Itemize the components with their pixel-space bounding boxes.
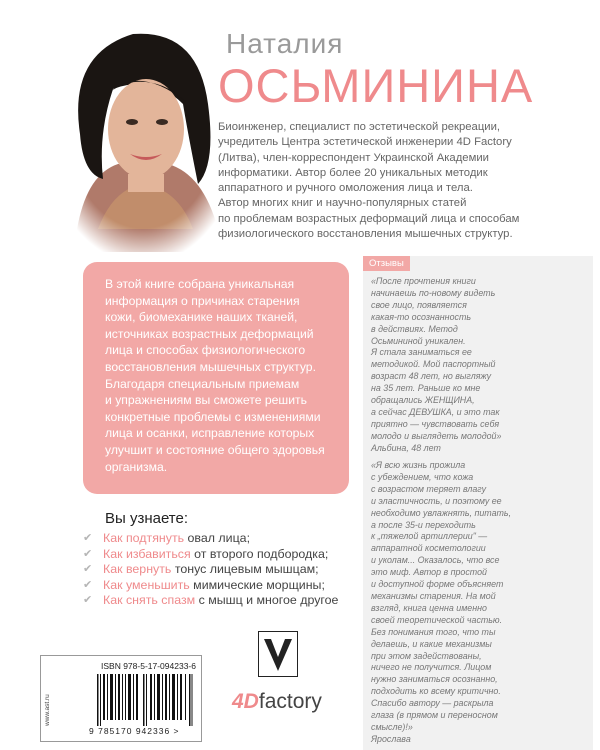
promo-line: Благодаря специальным приемам	[105, 376, 300, 391]
review-1	[371, 276, 586, 455]
bio-line: Биоинженер, специалист по эстетической рекреации,	[218, 121, 501, 133]
author-bio	[218, 120, 590, 242]
review-line: на 35 лет. Раньше ко мне	[371, 383, 481, 394]
review-line: аппаратной косметологии	[371, 543, 486, 554]
reviews-panel	[363, 256, 593, 750]
author-last-name: ОСЬМИНИНА	[218, 59, 534, 112]
barcode-block	[40, 655, 202, 742]
learn-highlight: Как снять спазм	[103, 593, 196, 608]
review-line: к „тяжелой артиллерии" —	[371, 531, 488, 542]
review-line: начинаешь по-новому видеть	[371, 287, 496, 298]
promo-line: кожи, биомеханике наших тканей,	[105, 310, 298, 325]
reviews-label: Отзывы	[363, 256, 410, 271]
brand-4d: 4D	[232, 690, 259, 713]
check-icon: ✔	[83, 532, 93, 544]
check-icon: ✔	[83, 594, 93, 607]
isbn-text: ISBN 978-5-17-094233-6	[101, 661, 196, 671]
review-line: механизмы старения. На мой	[371, 590, 496, 601]
review-line: и эластичность, и поэтому ее	[371, 495, 502, 506]
learn-rest: тонус лицевым мышцам;	[171, 562, 319, 577]
review-line: молодо и выглядеть молодой»	[371, 430, 502, 441]
review-author: Альбина, 48 лет	[371, 442, 441, 453]
check-icon: ✔	[83, 563, 93, 576]
learn-rest: от второго подбородка;	[190, 546, 329, 561]
review-line: глаза (в прямом и переносном	[371, 710, 498, 721]
review-line: своей теоретической частью.	[371, 614, 503, 625]
promo-line: улучшит и состояние общего здоровья	[105, 442, 325, 457]
review-line: какая-то осознанность	[371, 311, 471, 322]
bio-line: (Литва), член-корреспондент Украинской Академии	[218, 151, 489, 164]
review-line: с возрастом теряет влагу	[371, 483, 487, 494]
review-line: и доступной форме объясняет	[371, 579, 504, 590]
learn-item	[83, 593, 363, 609]
review-line: нужно заниматься осознанно,	[371, 674, 498, 685]
review-2	[371, 460, 586, 746]
review-line: необходимо увлажнять, питать,	[371, 507, 512, 518]
review-line: смысле)!»	[371, 721, 413, 732]
learn-list	[83, 531, 363, 609]
review-line: «После прочтения книги	[371, 276, 476, 286]
review-line: Спасибо автору — раскрыла	[371, 698, 494, 709]
learn-highlight: Как вернуть	[103, 562, 172, 577]
learn-highlight: Как уменьшить	[103, 577, 190, 592]
review-line: возраст 48 лет, но выгляжу	[371, 371, 492, 382]
review-author: Ярославa	[371, 733, 411, 744]
review-line: подходить ко всему критично.	[371, 686, 501, 697]
learn-item	[83, 562, 363, 578]
promo-line: конкретные проблемы с изменениями	[105, 409, 321, 424]
learn-item	[83, 531, 363, 547]
review-line: делаешь, и какие механизмы	[371, 638, 492, 649]
bio-line: информатики. Автор более 20 уникальных методик	[218, 166, 488, 179]
author-first-name: Наталия	[226, 28, 344, 59]
bio-line: Автор многих книг и научно-популярных статей	[218, 197, 467, 210]
review-line: свое лицо, появляется	[371, 299, 467, 310]
review-line: в действиях. Метод	[371, 323, 458, 334]
promo-line: лица и осанки, исправление которых	[105, 426, 315, 441]
promo-box	[83, 262, 349, 494]
author-portrait	[58, 14, 228, 252]
review-line: «Я всю жизнь прожила	[371, 460, 466, 470]
barcode-number: 9 785170 942336 >	[89, 726, 180, 736]
promo-line: организма.	[105, 459, 168, 474]
learn-rest: овал лица;	[184, 531, 251, 545]
review-line: а сейчас ДЕВУШКА, и это так	[371, 406, 500, 417]
bio-line: учредитель Центра эстетической инженерии 4D Factory	[218, 136, 512, 149]
publisher-logo-icon	[258, 631, 298, 677]
promo-line: восстановления мышечных структур.	[105, 359, 316, 374]
review-line: Я стала заниматься ее	[371, 347, 472, 358]
bio-line: аппаратного и ручного омоложения лица и тела.	[218, 182, 473, 195]
review-line: взгляд, книга ценна именно	[371, 602, 487, 613]
learn-section	[83, 510, 363, 609]
bio-line: физиологического восстановления мышечных структур.	[218, 228, 513, 241]
review-line: обращались ЖЕНЩИНА,	[371, 395, 475, 406]
review-line: и уколам... Оказалось, что все	[371, 555, 500, 566]
brand-factory: factory	[258, 690, 322, 713]
brand-logo	[232, 690, 322, 714]
promo-line: информация о причинах старения	[105, 293, 300, 308]
review-line: приятно — чувствовать себя	[371, 418, 500, 429]
review-line: с убеждением, что кожа	[371, 471, 474, 482]
check-icon: ✔	[83, 547, 93, 560]
promo-line: источниках возрастных деформаций	[105, 326, 314, 341]
site-url: www.ast.ru	[44, 694, 51, 726]
promo-line: В этой книге собрана уникальная	[105, 277, 295, 291]
review-line: при этом задействованы,	[371, 650, 482, 661]
review-line: это миф. Автор в простой	[371, 567, 487, 578]
review-line: а после 35-и переходить	[371, 519, 476, 530]
promo-line: и упражнениям вы сможете решить	[105, 393, 307, 408]
review-line: Без понимания того, что ты	[371, 626, 496, 637]
learn-title: Вы узнаете:	[105, 510, 189, 527]
promo-line: лица и способах физиологического	[105, 343, 306, 358]
bio-line: по проблемам возрастных деформаций лица и способам	[218, 212, 520, 225]
learn-rest: мимические морщины;	[189, 577, 325, 592]
learn-highlight: Как подтянуть	[103, 531, 185, 545]
learn-rest: с мышц и многое другое	[195, 593, 339, 608]
review-line: методикой. Мой паспортный	[371, 359, 496, 370]
check-icon: ✔	[83, 578, 93, 591]
barcode-bars	[97, 674, 193, 726]
learn-highlight: Как избавиться	[103, 546, 191, 561]
learn-item	[83, 547, 363, 563]
learn-item	[83, 578, 363, 594]
review-line: Осьмининой уникален.	[371, 335, 466, 346]
review-line: ничего не получится. Лицом	[371, 662, 492, 673]
